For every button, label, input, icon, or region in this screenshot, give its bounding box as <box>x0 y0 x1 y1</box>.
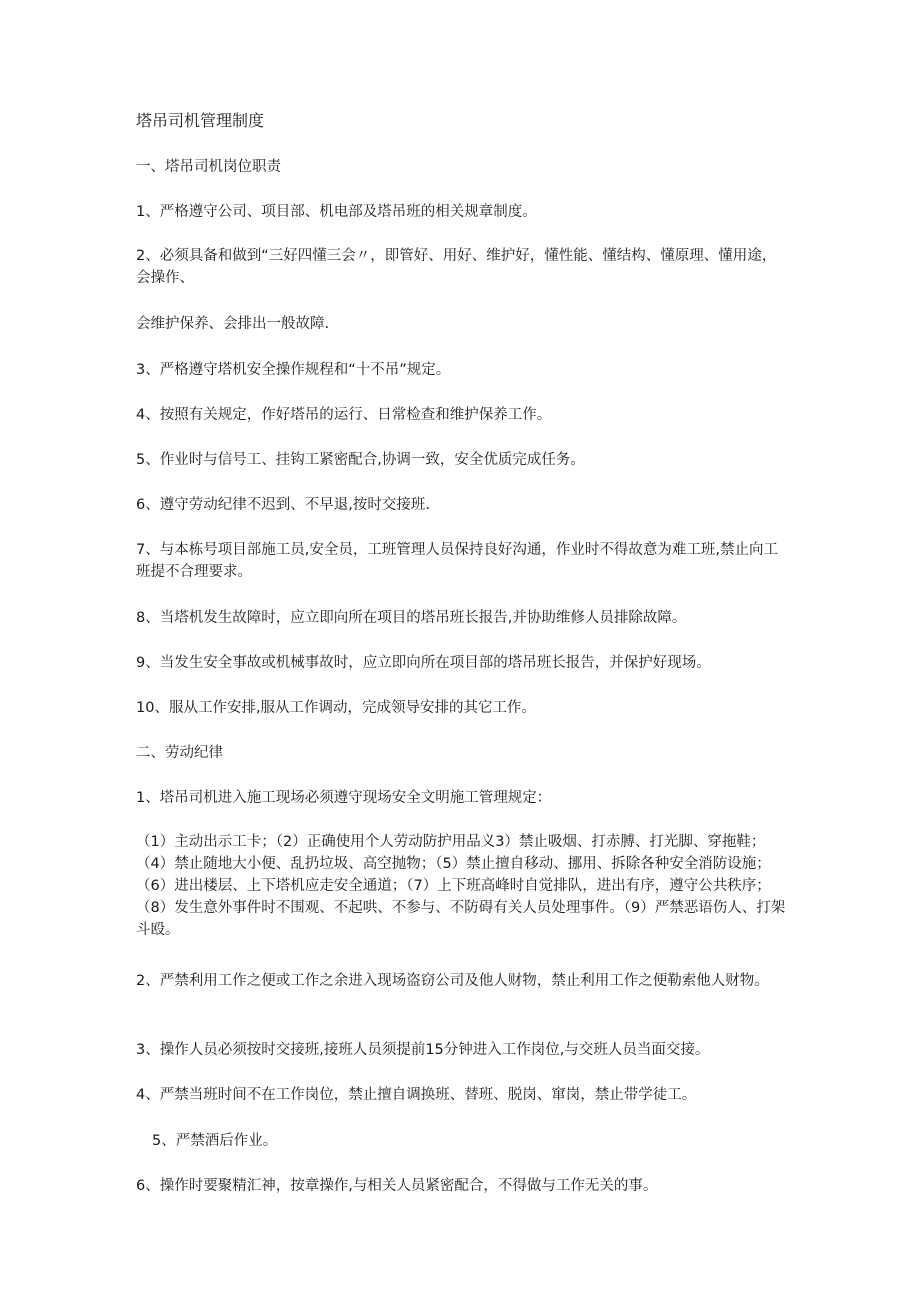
duty-item-7: 7、与本栋号项目部施工员,安全员，工班管理人员保持良好沟通，作业时不得故意为难工班,禁止向工班提不合理要求。 <box>136 542 778 580</box>
discipline-item-5: 5、严禁酒后作业。 <box>152 1133 278 1149</box>
duty-item-10: 10、服从工作安排,服从工作调动，完成领导安排的其它工作。 <box>136 700 537 716</box>
discipline-item-2: 2、严禁利用工作之便或工作之余进入现场盗窃公司及他人财物，禁止利用工作之便勒索他人财物。 <box>136 973 769 989</box>
discipline-item-1-details: （1）主动出示工卡；（2）正确使用个人劳动防护用品义3）禁止吸烟、打赤膊、打光脚、穿拖鞋；（4）禁止随地大小便、乱扔垃圾、高空抛物；（5）禁止擅自移动、挪用、拆除各种安全消防设施；（6）进出楼层、上下塔机应走安全通道；（7）上下班高峰时自觉排队，进出有序，遵守公共秩序；（8）发生意外事件时不围观、不起哄、不参与、不防碍有关人员处理事件。（9）严禁恶语伤人、打架斗殴。 <box>136 834 786 938</box>
duty-item-2: 2、必须具备和做到“三好四懂三会〃，即管好、用好、维护好，懂性能、懂结构、懂原理、懂用途，会操作、 <box>136 248 777 286</box>
duty-item-6: 6、遵守劳动纪律不迟到、不早退,按时交接班. <box>136 497 430 513</box>
document-title: 塔吊司机管理制度 <box>136 111 265 130</box>
duty-item-9: 9、当发生安全事故或机械事故时，应立即向所在项目部的塔吊班长报告，并保护好现场。 <box>136 655 711 671</box>
section-heading-duties: 一、塔吊司机岗位职责 <box>136 159 281 175</box>
duty-item-1: 1、严格遵守公司、项目部、机电部及塔吊班的相关规章制度。 <box>136 204 537 220</box>
duty-item-2-continued: 会维护保养、会排出一般故障. <box>136 316 330 332</box>
section-heading-discipline: 二、劳动纪律 <box>136 745 223 761</box>
discipline-item-1: 1、塔吊司机进入施工现场必须遵守现场安全文明施工管理规定： <box>136 790 552 806</box>
discipline-item-6: 6、操作时要聚精汇神，按章操作,与相关人员紧密配合，不得做与工作无关的事。 <box>136 1178 658 1194</box>
discipline-item-3: 3、操作人员必须按时交接班,接班人员须提前15分钟进入工作岗位,与交班人员当面交接。 <box>136 1042 710 1058</box>
duty-item-3: 3、严格遵守塔机安全操作规程和“十不吊”规定。 <box>136 362 451 378</box>
duty-item-4: 4、按照有关规定，作好塔吊的运行、日常检查和维护保养工作。 <box>136 407 552 423</box>
duty-item-8: 8、当塔机发生故障时，应立即向所在项目的塔吊班长报告,并协助维修人员排除故障。 <box>136 610 687 626</box>
duty-item-5: 5、作业时与信号工、挂钩工紧密配合,协调一致，安全优质完成任务。 <box>136 452 585 468</box>
discipline-item-4: 4、严禁当班时间不在工作岗位，禁止擅自调换班、替班、脱岗、窜岗，禁止带学徒工。 <box>136 1087 697 1103</box>
